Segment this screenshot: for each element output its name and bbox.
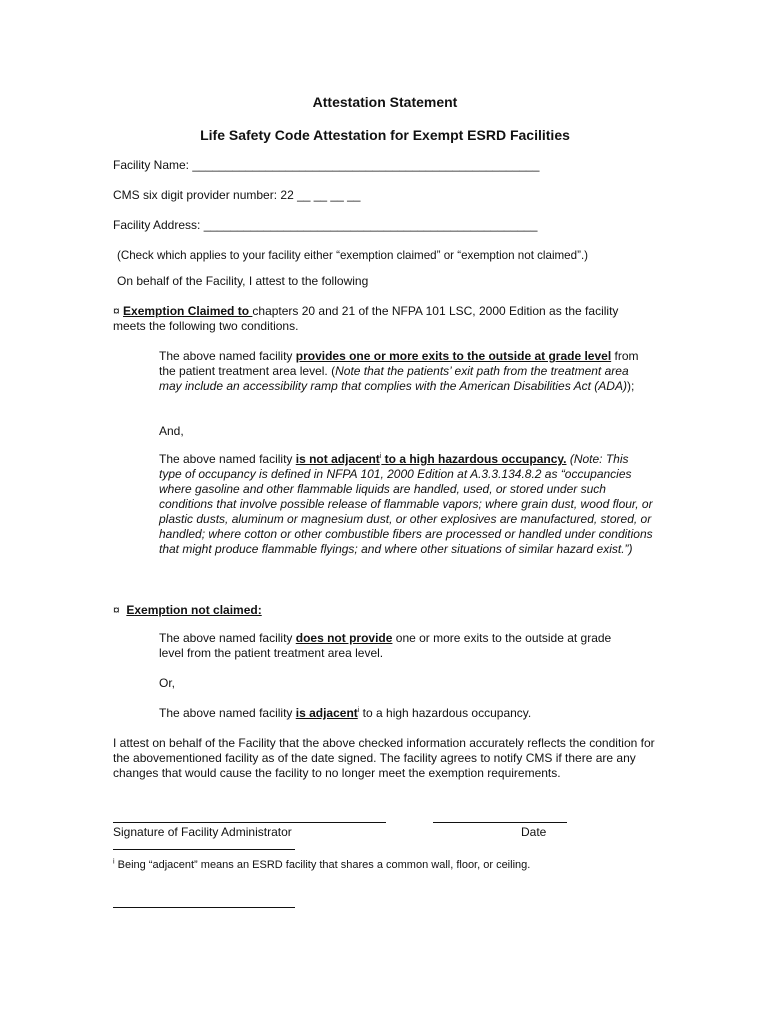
exemption-claimed-intro: chapters 20 and 21 of the NFPA 101 LSC, 2000 Edition as the facility [252,304,619,318]
exemption-claimed-intro-line2: meets the following two conditions. [113,319,299,333]
footnote-ref: i [379,453,382,460]
claimed-cond1-pre: The above named facility [159,349,296,363]
signature-line[interactable] [113,822,386,823]
claimed-cond2-bold2: to a high hazardous occupancy. [381,452,567,466]
not-claimed-cond2-rest: to a high hazardous occupancy. [359,706,532,720]
exemption-claimed-label: Exemption Claimed to [123,304,253,318]
claimed-cond1-end: ); [626,379,635,393]
facility-name-field: Facility Name: ____________________________________________________ [113,158,540,172]
exemption-not-claimed-label: Exemption not claimed: [126,603,262,617]
footnote-text: Being “adjacent” means an ESRD facility that shares a common wall, floor, or ceiling. [114,859,531,871]
not-claimed-cond1-bold: does not provide [295,631,393,645]
date-line[interactable] [433,822,567,823]
and-connector: And, [159,424,184,438]
claimed-cond2-pre: The above named facility [159,452,296,466]
signature-label: Signature of Facility Administrator [113,825,292,839]
attest-intro: On behalf of the Facility, I attest to the following [117,274,369,288]
exemption-claimed-checkbox[interactable]: ¤ [113,304,120,318]
not-claimed-cond1-pre: The above named facility [159,631,296,645]
claimed-cond1-mid: from the patient treatment area level. ( [159,349,639,378]
exemption-claimed-line [113,304,618,319]
or-connector: Or, [159,676,176,690]
date-label: Date [521,825,547,839]
not-claimed-condition-adjacency [159,706,531,721]
attestation-paragraph: I attest on behalf of the Facility that the above checked information accurately reflects the condition for the abovementioned facility as of the date signed. The facility agrees to notify CMS if there are any changes that would cause the facility to no longer meet the exemption requirements. [113,736,655,780]
exemption-not-claimed-line [113,603,262,618]
facility-address-field: Facility Address: __________________________________________________ [113,218,538,232]
exemption-not-claimed-checkbox[interactable]: ¤ [113,603,120,617]
cms-provider-number-field: CMS six digit provider number: 22 __ __ __ __ [113,188,361,202]
claimed-condition-adjacency [159,452,654,557]
claimed-cond1-note: Note that the patients’ exit path from the treatment area may include an accessibility ramp that complies with the American Disabilities Act (ADA) [159,364,629,393]
footnote [113,859,530,871]
check-instructions: (Check which applies to your facility either “exemption claimed” or “exemption not claimed”.) [117,249,589,262]
claimed-cond2-bold1: is not adjacent [295,452,380,466]
not-claimed-cond2-bold: is adjacent [295,706,358,720]
not-claimed-cond2-pre: The above named facility [159,706,296,720]
claimed-cond1-bold: provides one or more exits to the outside at grade level [295,349,612,363]
claimed-cond2-note: (Note: This type of occupancy is defined in NFPA 101, 2000 Edition at A.3.3.134.8.2 as “occupancies where gasoline and other flammable liquids are handled, used, or stored under such conditions that involve possible release of flammable vapors; where grain dust, wood flour, or plastic dusts, aluminum or magnesium dust, or other explosives are manufactured, stored, or handled; where cotton or other combustible fibers are processed or handled under conditions that might produce flammable flyings; and where other situations of similar hazard exist.”) [159,452,653,556]
not-claimed-condition-exits [159,631,637,661]
document-title: Attestation Statement [312,94,458,110]
bottom-rule [113,907,295,908]
footnote-marker: i [113,858,115,866]
document-subtitle: Life Safety Code Attestation for Exempt ESRD Facilities [200,127,570,143]
footnote-separator [113,849,295,850]
claimed-condition-exits [159,349,649,394]
footnote-ref-2: i [357,707,360,714]
not-claimed-cond1-rest: one or more exits to the outside at grade level from the patient treatment area level. [159,631,612,660]
